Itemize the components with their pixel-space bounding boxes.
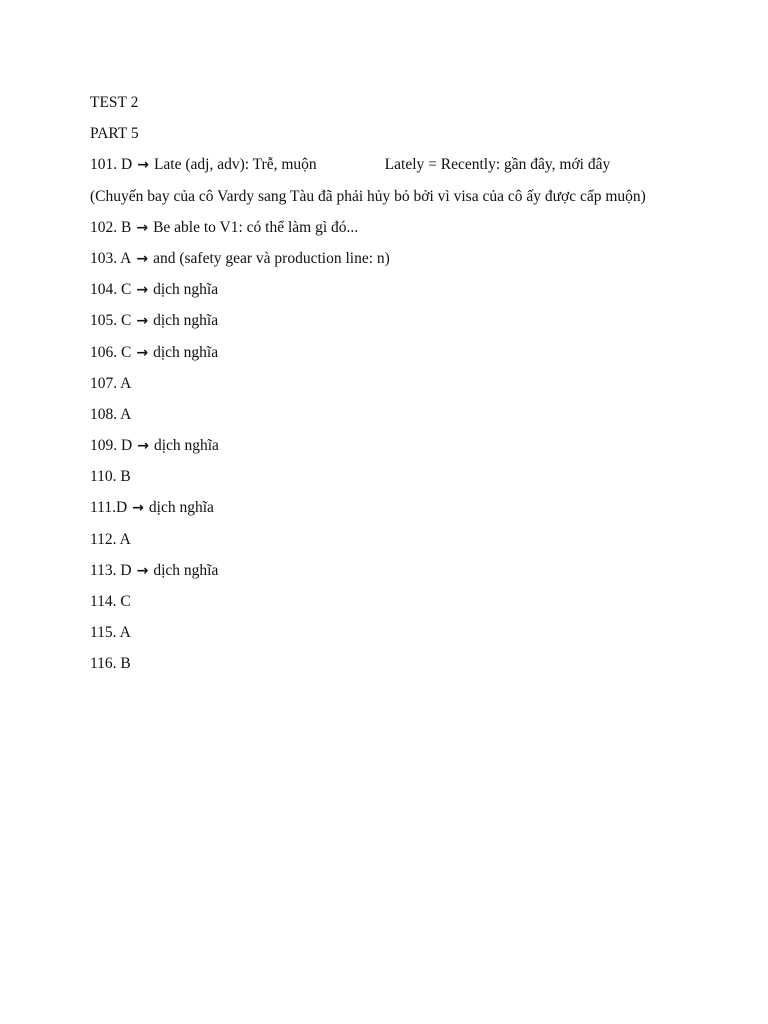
answer-113 [90, 559, 730, 590]
answer-110: 110. B [90, 468, 131, 486]
right-arrow-icon: → [137, 438, 149, 455]
right-arrow-icon: → [136, 282, 149, 299]
answer-101-explanation: (Chuyến bay của cô Vardy sang Tàu đã phải hủy bỏ bởi vì visa của cô ấy được cấp muộn) [90, 187, 646, 205]
answer-116: 116. B [90, 655, 131, 673]
answer-note: dịch nghĩa [148, 499, 214, 517]
answer-104 [90, 278, 730, 309]
answer-number: 103. A [90, 249, 132, 267]
answer-number: 105. C [90, 312, 132, 330]
right-arrow-icon: → [136, 562, 149, 579]
answer-note: Be able to V1: có thể làm gì đó... [153, 218, 359, 236]
answer-note: dịch nghĩa [153, 561, 219, 579]
answer-extra-note: Lately = Recently: gần đây, mới đây [384, 156, 611, 174]
answer-101 [90, 153, 730, 184]
right-arrow-icon: → [137, 157, 149, 174]
answer-111 [90, 496, 730, 527]
answer-number: 102. B [90, 218, 132, 236]
test-title: TEST 2 [90, 94, 139, 111]
document-body [90, 91, 730, 684]
answer-114: 114. C [90, 593, 131, 610]
right-arrow-icon: → [136, 219, 149, 236]
answer-number: 106. C [90, 343, 132, 361]
answer-note: dịch nghĩa [153, 437, 219, 455]
answer-108: 108. A [90, 405, 132, 423]
right-arrow-icon: → [132, 500, 144, 517]
answer-number: 101. D [90, 156, 133, 174]
right-arrow-icon: → [136, 313, 149, 330]
right-arrow-icon: → [136, 250, 149, 267]
answer-number: 109. D [90, 437, 133, 455]
answer-105 [90, 309, 730, 340]
part-title: PART 5 [90, 125, 139, 143]
answer-note: and (safety gear và production line: n) [153, 249, 390, 267]
right-arrow-icon: → [136, 344, 149, 361]
answer-note: dịch nghĩa [153, 343, 219, 361]
answer-102 [90, 216, 730, 247]
answer-note: dịch nghĩa [153, 281, 219, 299]
answer-number: 104. C [90, 281, 132, 299]
answer-109 [90, 434, 730, 465]
answer-112: 112. A [90, 530, 131, 548]
answer-note: Late (adj, adv): Trễ, muộn [153, 156, 317, 174]
answer-number: 111.D [90, 499, 128, 517]
answer-106 [90, 341, 730, 372]
answer-107: 107. A [90, 374, 132, 392]
answer-note: dịch nghĩa [153, 312, 219, 330]
answer-115: 115. A [90, 624, 131, 642]
answer-103 [90, 247, 730, 278]
answer-number: 113. D [90, 561, 132, 579]
